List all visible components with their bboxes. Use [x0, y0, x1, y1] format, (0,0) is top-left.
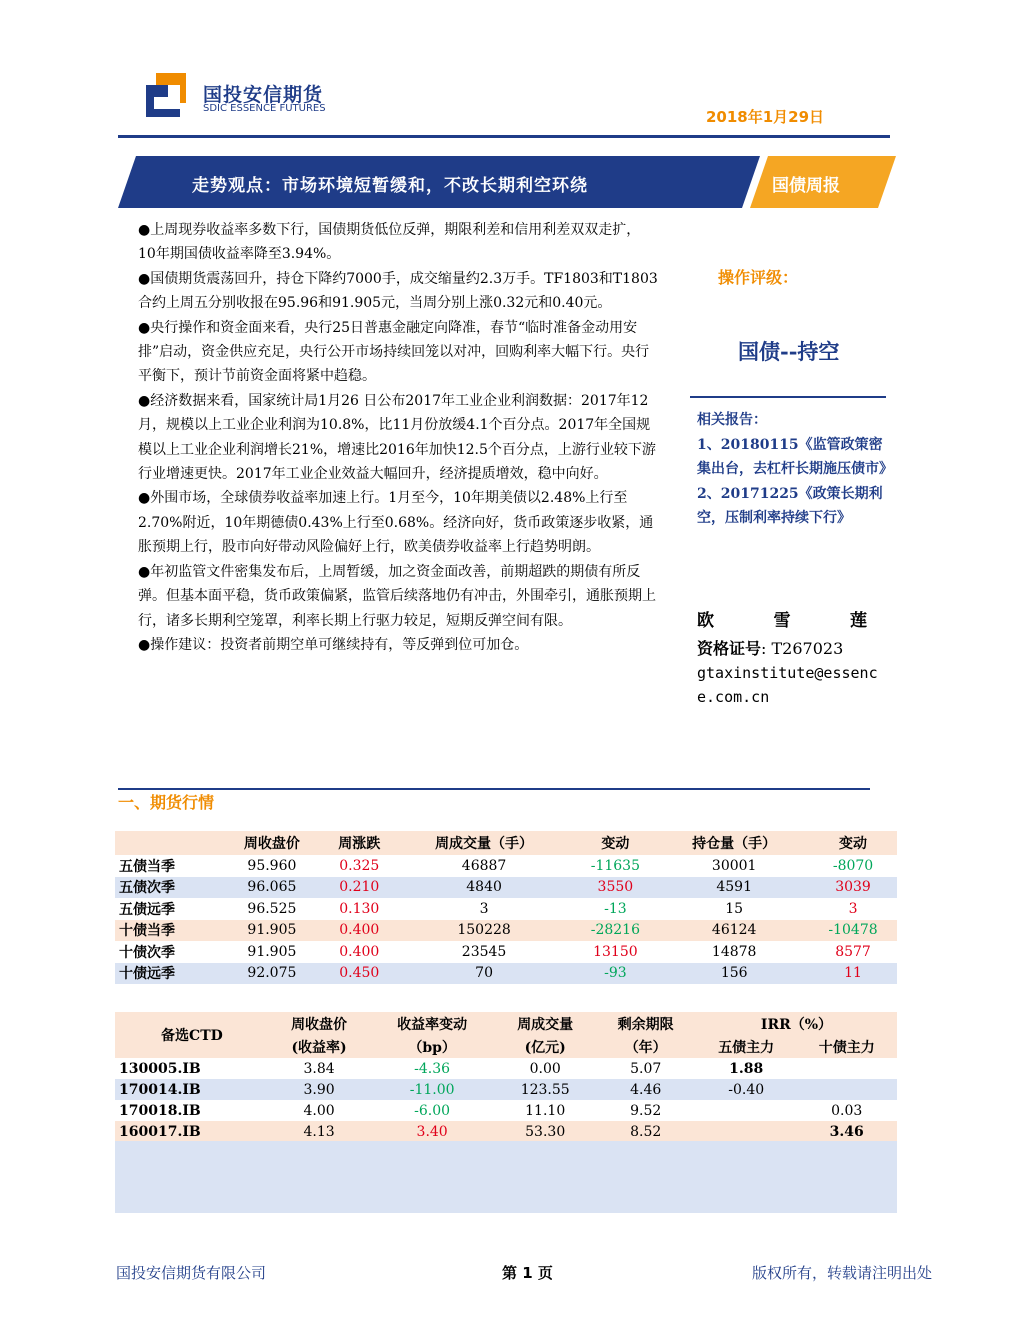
irr-5y: -0.40 [696, 1079, 797, 1100]
author-email[interactable]: gtaxinstitute@essence.com.cn [697, 664, 878, 706]
yield-change: -11.00 [369, 1079, 495, 1100]
table-row [115, 1058, 897, 1079]
open-interest: 30001 [711, 857, 757, 874]
table-row [115, 941, 897, 963]
volume: 11.10 [525, 1102, 566, 1119]
oi-change: 8577 [835, 943, 871, 960]
table-header: （年） [595, 1035, 696, 1058]
table-header: 周收盘价 [269, 1012, 370, 1035]
table-row [115, 898, 897, 920]
table-header: 持仓量（手） [659, 831, 809, 855]
open-interest: 46124 [659, 920, 809, 942]
oi-change: -10478 [809, 920, 897, 942]
volume-change: -13 [604, 900, 627, 917]
yield-change: -4.36 [414, 1060, 451, 1077]
close-price: 96.065 [222, 877, 322, 899]
table-header: 变动 [571, 831, 659, 855]
oi-change: 3039 [809, 877, 897, 899]
table-header: 收益率变动 [369, 1012, 495, 1035]
irr-5y: 1.88 [729, 1060, 764, 1077]
table-header [115, 831, 222, 855]
irr-10y [796, 1058, 897, 1079]
volume: 46887 [461, 857, 507, 874]
volume-change: -11635 [590, 857, 640, 874]
commentary-paragraph: ●央行操作和资金面来看，央行25日普惠金融定向降准，春节“临时准备金动用安排”启动，资金供应充足，央行公开市场持续回笼以对冲，回购利率大幅下行。央行平衡下，预计节前资金面将紧中趋稳。 [138, 319, 650, 385]
related-reports [697, 408, 893, 531]
contract-name: 五债当季 [119, 858, 175, 875]
futures-table [115, 831, 897, 984]
bond-code: 170018.IB [119, 1102, 201, 1119]
market-commentary [138, 218, 658, 657]
price-change: 0.210 [322, 877, 397, 899]
oi-change: -8070 [832, 857, 874, 874]
contract-name: 十债远季 [115, 963, 222, 985]
author-char: 欧 [697, 611, 714, 631]
close-yield: 4.00 [303, 1102, 335, 1119]
volume: 3 [479, 900, 489, 917]
volume: 150228 [397, 920, 572, 942]
table-row [115, 855, 897, 877]
table-header: 备选CTD [115, 1012, 269, 1058]
price-change: 0.450 [322, 963, 397, 985]
open-interest: 14878 [711, 943, 757, 960]
table-header: 周成交量（手） [397, 831, 572, 855]
table-header-row [115, 1012, 897, 1035]
close-yield: 4.13 [269, 1121, 370, 1142]
bond-code: 170014.IB [115, 1079, 269, 1100]
commentary-paragraph: ●操作建议：投资者前期空单可继续持有，等反弹到位可加仓。 [138, 636, 529, 653]
irr-10y [796, 1079, 897, 1100]
table-row [115, 1079, 897, 1100]
cert-label: 资格证号 [697, 639, 762, 658]
open-interest: 156 [659, 963, 809, 985]
table-header: 五债主力 [696, 1035, 797, 1058]
yield-change: 3.40 [369, 1121, 495, 1142]
cert-value: : T267023 [761, 639, 844, 658]
commentary-paragraph: ●国债期货震荡回升，持仓下降约7000手，成交缩量约2.3万手。TF1803和T1803合约上周五分别收报在95.96和91.905元，当周分别上涨0.32元和0.40元。 [138, 270, 658, 312]
logo-english-name: SDIC ESSENCE FUTURES [203, 103, 326, 114]
remaining-term: 8.52 [595, 1121, 696, 1142]
commentary-paragraph: ●上周现券收益率多数下行，国债期货低位反弹，期限利差和信用利差双双走扩，10年期国债收益率降至3.94%。 [138, 222, 641, 263]
volume-change: 3550 [571, 877, 659, 899]
close-price: 92.075 [222, 963, 322, 985]
close-price: 91.905 [247, 943, 297, 960]
volume: 123.55 [495, 1079, 596, 1100]
open-interest: 4591 [659, 877, 809, 899]
table-header: （bp） [369, 1035, 495, 1058]
author-name [697, 606, 867, 631]
section-title: 一、期货行情 [118, 793, 215, 812]
commentary-paragraph: ●外围市场，全球债券收益率加速上行。1月至今，10年期美债以2.48%上行至2.70%附近，10年期德债0.43%上行至0.68%。经济向好，货币政策逐步收紧，通胀预期上行，股市向好带动风险偏好上行，欧美债券收益率上行趋势明朗。 [138, 490, 654, 556]
author-char: 雪 [773, 611, 791, 631]
table-header: 变动 [809, 831, 897, 855]
volume: 53.30 [495, 1121, 596, 1142]
table-row [115, 1100, 897, 1121]
table-row [115, 1121, 897, 1142]
commentary-paragraph: ●年初监管文件密集发布后，上周暂缓，加之资金面改善，前期超跌的期债有所反弹。但基本面平稳，货币政策偏紧，监管后续落地仍有冲击，外围牵引，通胀预期上行，诸多长期利空笼罩，利率长期上行驱力较足，短期反弹空间有限。 [138, 563, 656, 629]
table-row [115, 920, 897, 942]
footer-company: 国投安信期货有限公司 [116, 1264, 267, 1282]
related-report-link[interactable]: 1、20180115《监管政策密集出台，去杠杆长期施压债市》 [697, 436, 893, 477]
table-header: 十债主力 [796, 1035, 897, 1058]
irr-10y: 0.03 [831, 1102, 863, 1119]
related-reports-title: 相关报告： [697, 412, 767, 428]
related-report-link[interactable]: 2、20171225《政策长期利空，压制利率持续下行》 [697, 485, 883, 526]
contract-name: 十债次季 [119, 944, 175, 961]
volume-change: -28216 [571, 920, 659, 942]
table-header: 剩余期限 [595, 1012, 696, 1035]
volume: 0.00 [529, 1060, 561, 1077]
remaining-term: 5.07 [630, 1060, 662, 1077]
price-change: 0.325 [339, 857, 380, 874]
volume-change: 13150 [593, 943, 638, 960]
yield-change: -6.00 [414, 1102, 451, 1119]
table-header: (亿元) [495, 1035, 596, 1058]
table-header: 周收盘价 [222, 831, 322, 855]
remaining-term: 4.46 [595, 1079, 696, 1100]
volume: 4840 [397, 877, 572, 899]
table-row [115, 963, 897, 985]
page-number: 第 1 页 [502, 1264, 553, 1282]
irr-5y [696, 1121, 797, 1142]
table-header-row [115, 831, 897, 855]
close-price: 91.905 [222, 920, 322, 942]
bond-code: 130005.IB [119, 1060, 201, 1077]
oi-change: 11 [809, 963, 897, 985]
company-logo-icon [146, 73, 192, 117]
certificate-number [697, 636, 843, 659]
header-divider [118, 135, 890, 138]
report-date: 2018年1月29日 [706, 108, 825, 126]
logo-chinese-name: 国投安信期货 [203, 84, 324, 106]
footer-copyright: 版权所有，转载请注明出处 [752, 1264, 933, 1282]
contract-name: 五债次季 [115, 877, 222, 899]
volume: 70 [397, 963, 572, 985]
table-row [115, 877, 897, 899]
contract-name: 十债当季 [115, 920, 222, 942]
table-header: IRR（%） [696, 1012, 897, 1035]
rating-label: 操作评级： [718, 268, 799, 287]
contract-name: 五债远季 [119, 901, 175, 918]
price-change: 0.400 [322, 920, 397, 942]
volume: 23545 [461, 943, 507, 960]
section-divider [118, 788, 870, 790]
oi-change: 3 [848, 900, 858, 917]
open-interest: 15 [725, 900, 744, 917]
remaining-term: 9.52 [630, 1102, 662, 1119]
close-yield: 3.84 [303, 1060, 335, 1077]
table-header: 周成交量 [495, 1012, 596, 1035]
ctd-table [115, 1012, 897, 1142]
report-type-tag: 国债周报 [772, 176, 840, 196]
close-yield: 3.90 [269, 1079, 370, 1100]
table-header: 周涨跌 [322, 831, 397, 855]
bond-code: 160017.IB [115, 1121, 269, 1142]
table-header: (收益率) [269, 1035, 370, 1058]
price-change: 0.130 [339, 900, 380, 917]
commentary-paragraph: ●经济数据来看，国家统计局1月26 日公布2017年工业企业利润数据：2017年12月，规模以上工业企业利润为10.8%，比11月份放缓4.1个百分点。2017年全国规模以上工业企业利润增长21%，增速比2016年加快12.5个百分点，上游行业较下游行业增速更快。2017年工业企业效益大幅回升，经济提质增效，稳中向好。 [138, 392, 656, 483]
close-price: 95.960 [247, 857, 297, 874]
volume-change: -93 [571, 963, 659, 985]
author-char: 莲 [850, 611, 867, 631]
banner-title: 走势观点：市场环境短暂缓和，不改长期利空环绕 [192, 176, 588, 196]
rating-value: 国债--持空 [738, 339, 840, 364]
close-price: 96.525 [247, 900, 297, 917]
irr-10y: 3.46 [796, 1121, 897, 1142]
sidebar-divider [690, 396, 886, 398]
irr-5y [696, 1100, 797, 1121]
table-empty-area [115, 1141, 897, 1213]
price-change: 0.400 [339, 943, 380, 960]
